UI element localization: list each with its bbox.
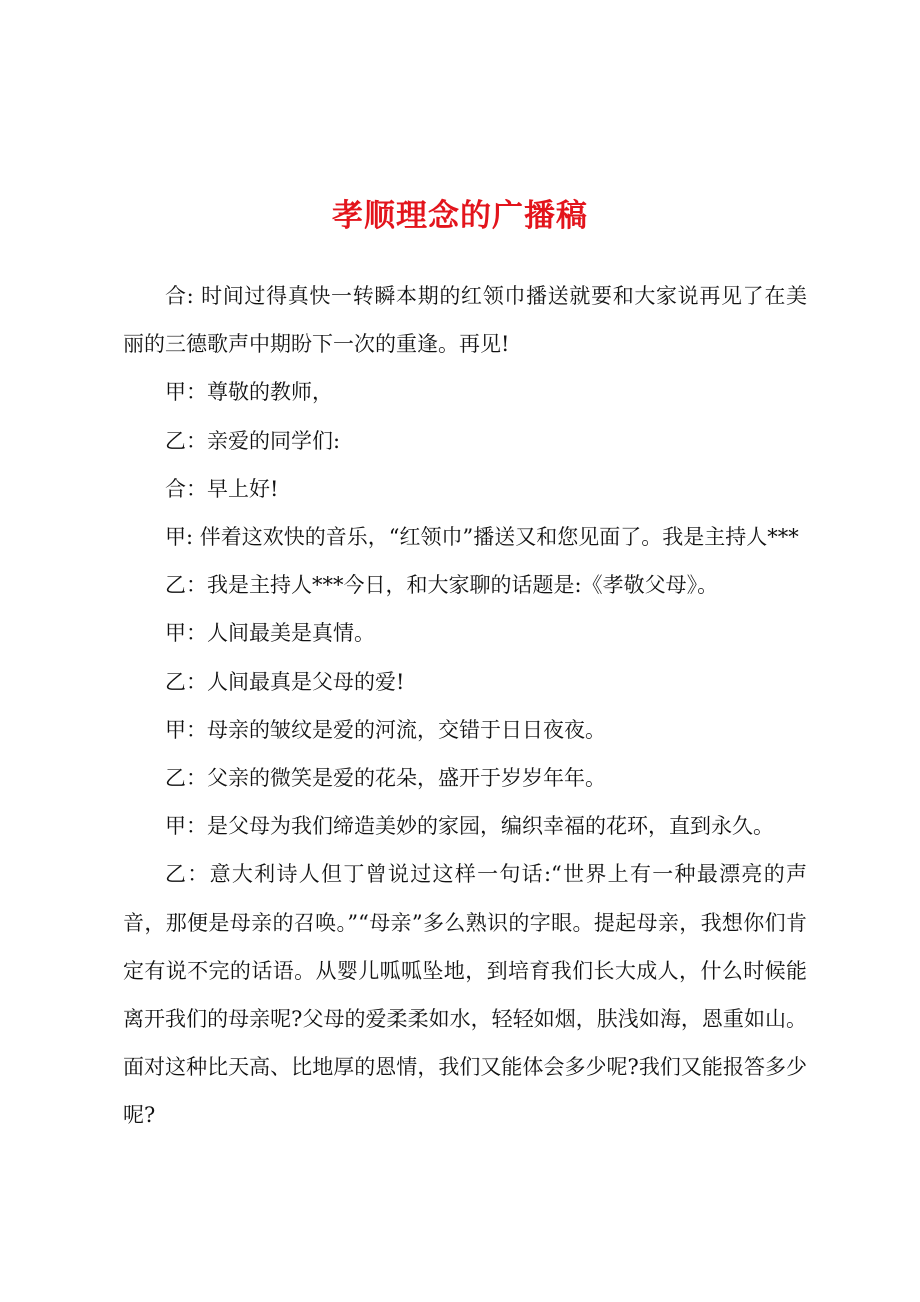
paragraph-greeting-teachers: 甲：尊敬的教师，: [165, 380, 333, 405]
paragraph-good-morning: 合：早上好!: [165, 476, 279, 501]
paragraph-dante-quote: 乙：意大利诗人但丁曾说过这样一句话:“世界上有一种最漂亮的声音，那便是母亲的召唤。”“母亲”多么熟识的字眼。提起母亲，我想你们肯定有说不完的话语。从婴儿呱呱坠地，到培育我们长大成人，什么时候能离开我们的母亲呢?父母的爱柔柔如水，轻轻如烟，肤浅如海，恩重如山。面对这种比天高、比地厚的恩情，我们又能体会多少呢?我们又能报答多少呢?: [123, 862, 807, 1128]
paragraph-closing: 合: 时间过得真快一转瞬本期的红领巾播送就要和大家说再见了在美丽的三德歌声中期盼下一次的重逢。再见!: [123, 284, 807, 357]
document-title: 孝顺理念的广播稿: [332, 198, 588, 234]
paragraph-intro-host-a: 甲: 伴着这欢快的音乐，“红领巾”播送又和您见面了。我是主持人***: [165, 525, 799, 550]
paragraph-parents-love: 乙：人间最真是父母的爱!: [165, 669, 405, 694]
paragraph-father-smile: 乙：父亲的微笑是爱的花朵，盛开于岁岁年年。: [165, 766, 606, 791]
document-body: [123, 272, 807, 1140]
paragraph-greeting-students: 乙：亲爱的同学们:: [165, 428, 341, 453]
paragraph-true-feeling: 甲：人间最美是真情。: [165, 621, 375, 646]
paragraph-intro-host-b: 乙：我是主持人***今日，和大家聊的话题是:《孝敬父母》。: [165, 573, 719, 598]
paragraph-parents-home: 甲：是父母为我们缔造美妙的家园，编织幸福的花环，直到永久。: [165, 814, 774, 839]
paragraph-mother-wrinkles: 甲：母亲的皱纹是爱的河流，交错于日日夜夜。: [165, 717, 606, 742]
